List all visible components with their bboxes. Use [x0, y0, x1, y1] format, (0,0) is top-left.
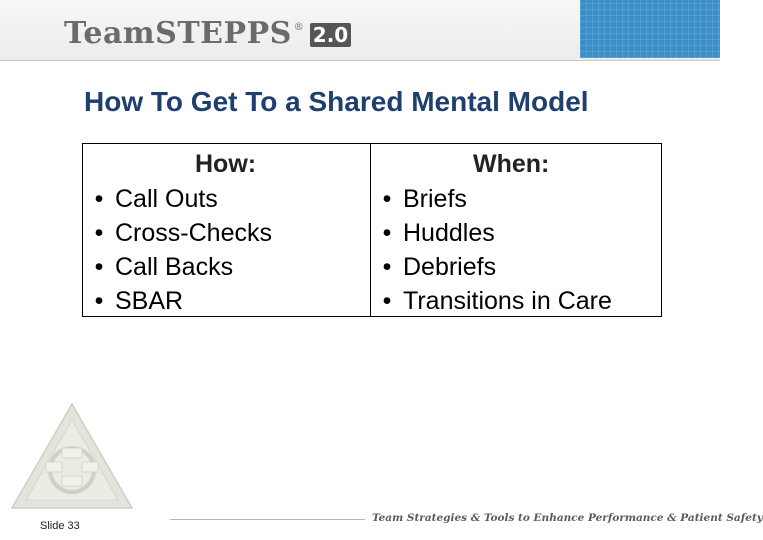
- bullet-icon: •: [382, 253, 392, 281]
- teamstepps-logo: [64, 14, 351, 54]
- logo-registered-mark: ®: [293, 22, 304, 33]
- footer-divider: [170, 519, 365, 520]
- list-item: [83, 182, 272, 216]
- slide-number: Slide 33: [40, 520, 80, 532]
- when-column-box: [370, 143, 662, 317]
- list-item: [371, 216, 612, 250]
- list-item: [83, 216, 272, 250]
- list-item-label: Debriefs: [403, 253, 497, 281]
- bullet-icon: •: [94, 287, 104, 315]
- bullet-icon: •: [94, 253, 104, 281]
- logo-text: TeamSTEPPS: [64, 16, 292, 51]
- list-item-label: Briefs: [403, 185, 467, 213]
- how-heading: How:: [195, 150, 257, 178]
- list-item: [371, 284, 612, 318]
- logo-version-badge: 2.0: [310, 23, 351, 47]
- bullet-icon: •: [382, 219, 392, 247]
- header-divider: [0, 60, 720, 61]
- list-item: [371, 182, 612, 216]
- when-list: [371, 182, 612, 318]
- list-item: [371, 250, 612, 284]
- list-item-label: Call Backs: [115, 253, 234, 281]
- list-item: [83, 284, 272, 318]
- list-item: [83, 250, 272, 284]
- how-column-box: [82, 143, 370, 317]
- list-item-label: SBAR: [115, 287, 184, 315]
- slide-title: How To Get To a Shared Mental Model: [84, 86, 589, 117]
- bullet-icon: •: [382, 287, 392, 315]
- header-accent-block: [580, 0, 720, 58]
- when-heading: When:: [473, 150, 550, 178]
- list-item-label: Huddles: [403, 219, 495, 247]
- teamstepps-triangle-watermark-icon: [10, 402, 134, 510]
- list-item-label: Cross-Checks: [115, 219, 272, 247]
- footer-tagline: Team Strategies & Tools to Enhance Performance & Patient Safety: [372, 512, 763, 524]
- bullet-icon: •: [94, 219, 104, 247]
- bullet-icon: •: [382, 185, 392, 213]
- list-item-label: Transitions in Care: [403, 287, 612, 315]
- how-list: [83, 182, 272, 318]
- list-item-label: Call Outs: [115, 185, 218, 213]
- bullet-icon: •: [94, 185, 104, 213]
